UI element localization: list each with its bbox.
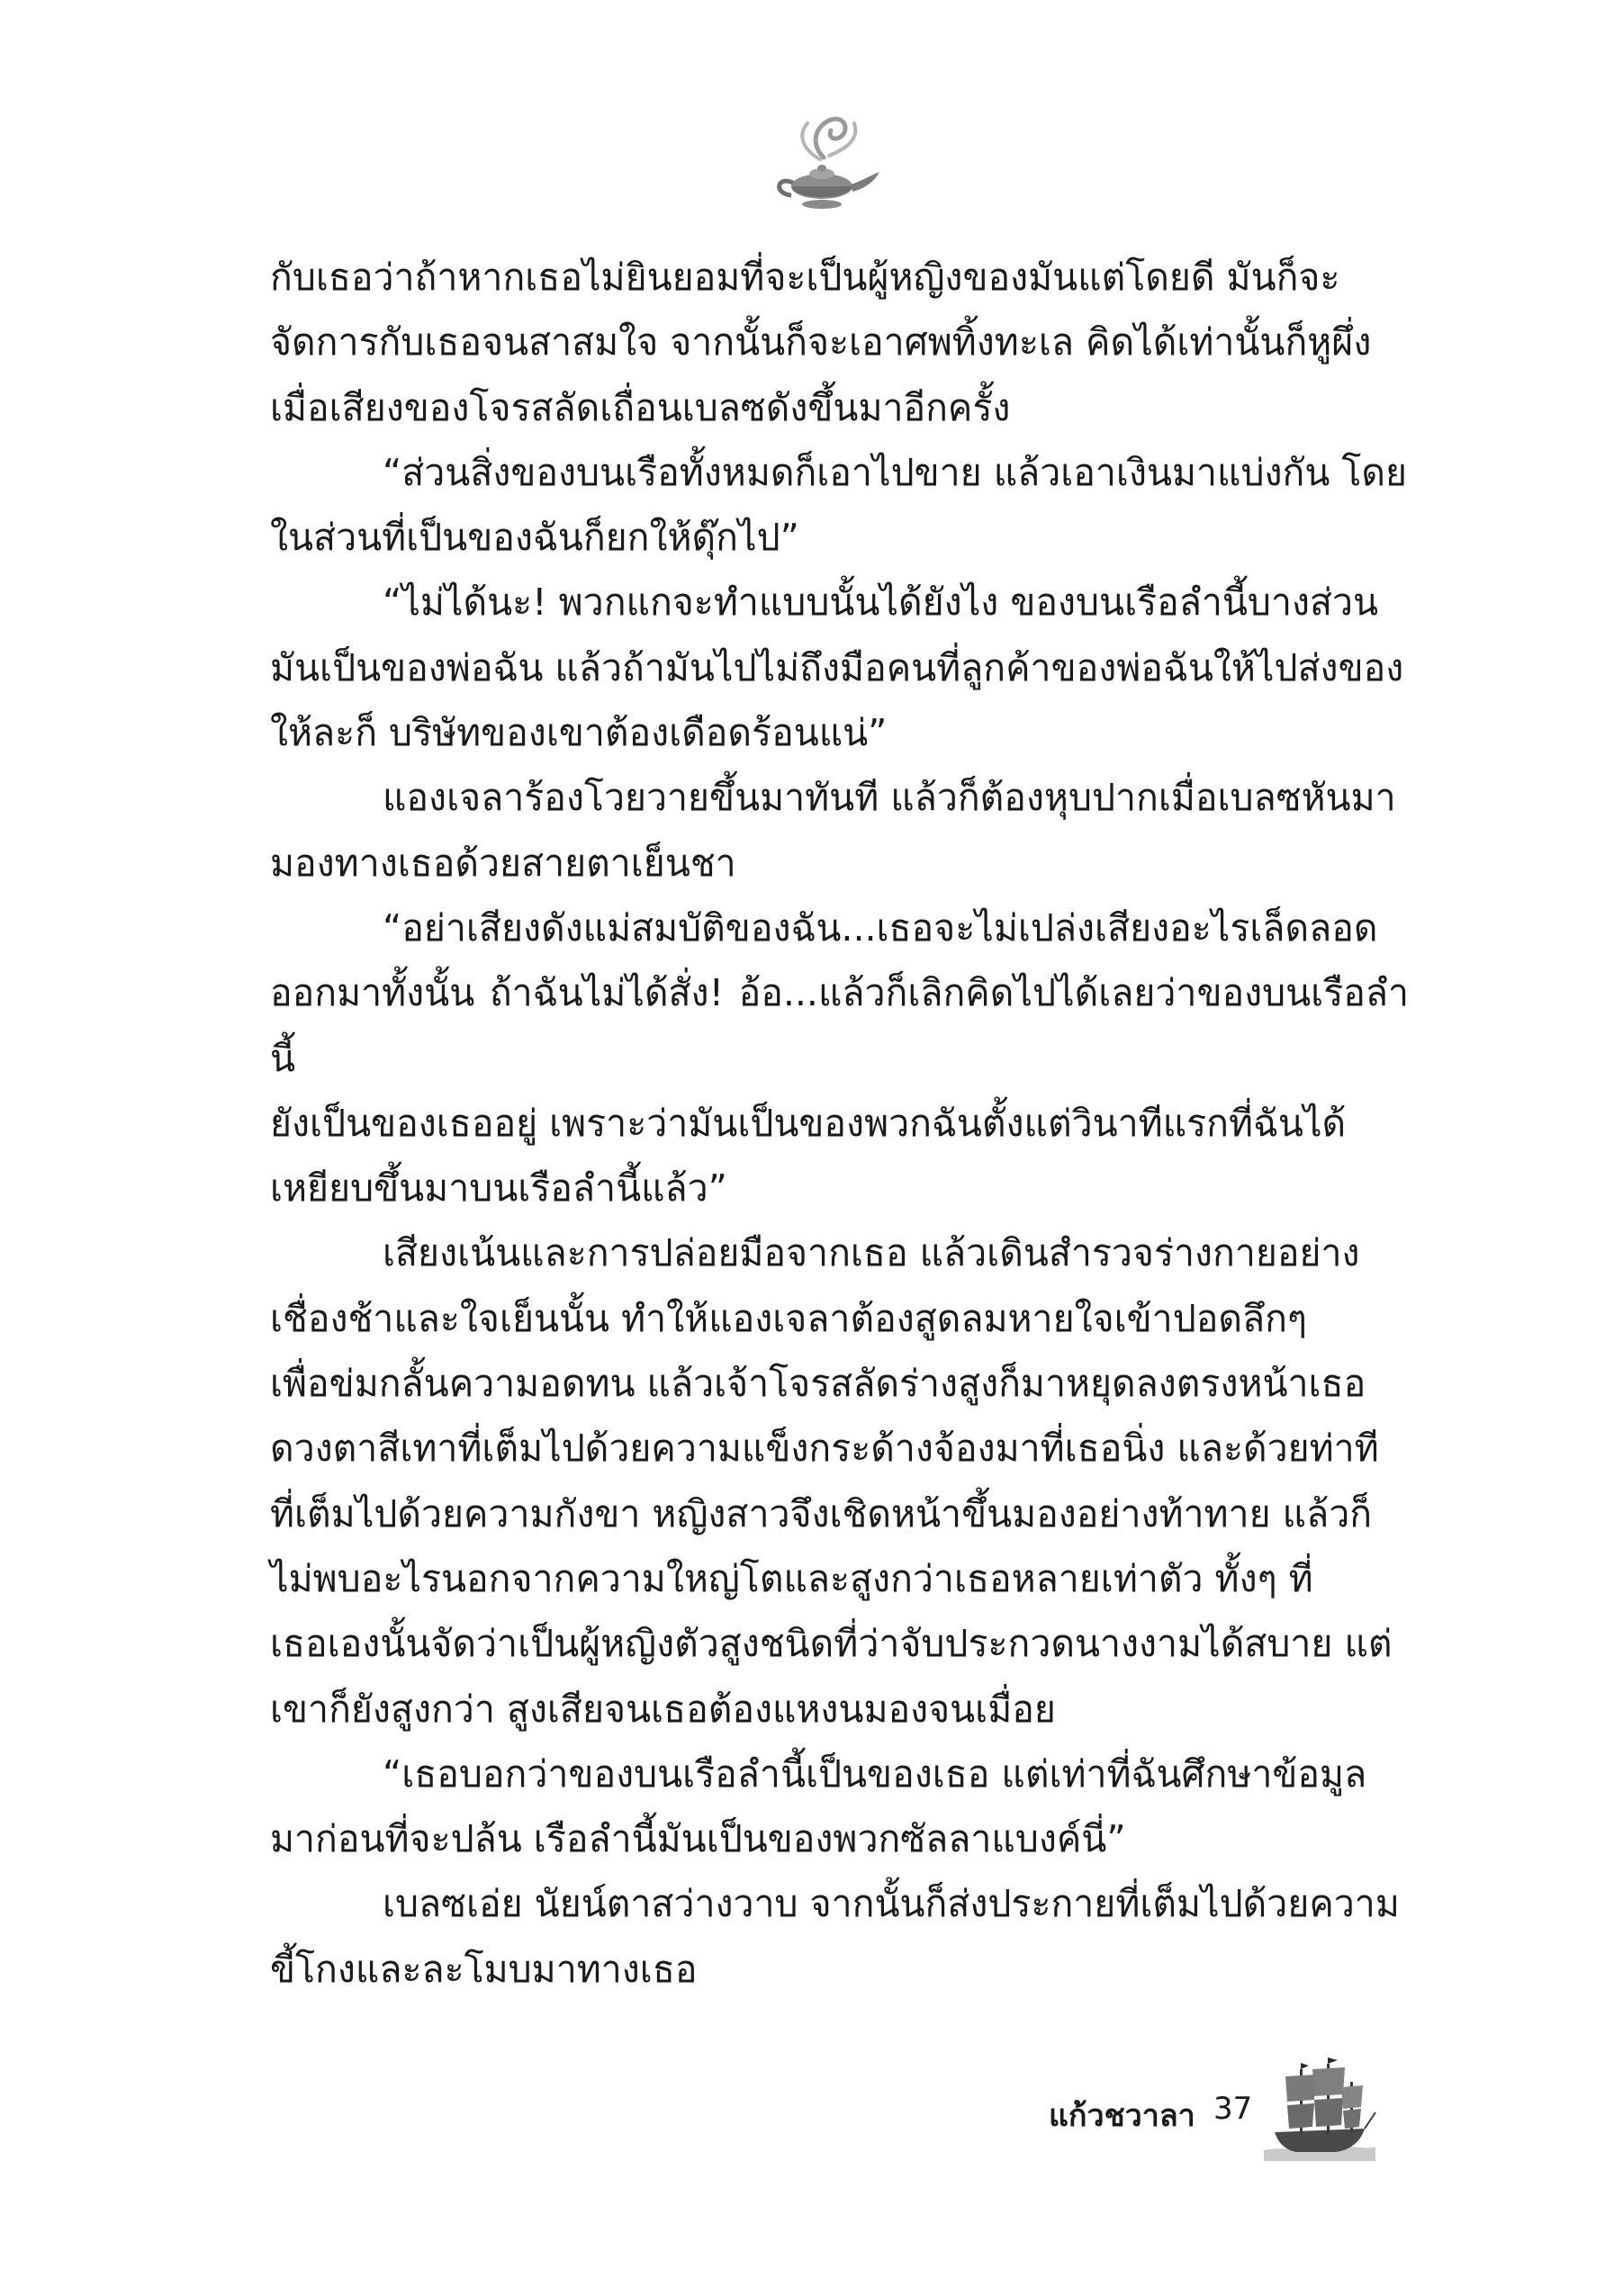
text-line: “ส่วนสิ่งของบนเรือทั้งหมดก็เอาไปขาย แล้วเอาเงินมาแบ่งกัน โดย [383, 450, 1408, 494]
text-line: เสียงเน้นและการปล่อยมือจากเธอ แล้วเดินสำรวจร่างกายอย่าง [383, 1231, 1360, 1275]
text-line: เธอเองนั้นจัดว่าเป็นผู้หญิงตัวสูงชนิดที่ว่าจับประกวดนางงามได้สบาย แต่ [270, 1622, 1393, 1666]
text-line: “เธอบอกว่าของบนเรือลำนี้เป็นของเธอ แต่เท่าที่ฉันศึกษาข้อมูล [383, 1751, 1367, 1796]
text-line: ออกมาทั้งนั้น ถ้าฉันไม่ได้สั่ง! อ้อ...แล้วก็เลิกคิดไปได้เลยว่าของบนเรือลำนี้ [270, 971, 1409, 1080]
paragraph [270, 1871, 1409, 2002]
text-line: ที่เต็มไปด้วยความกังขา หญิงสาวจึงเชิดหน้าขึ้นมองอย่างท้าทาย แล้วก็ [270, 1491, 1373, 1535]
book-title: แก้วชวาลา [1049, 2098, 1195, 2134]
text-line: เชื่องช้าและใจเย็นนั้น ทำให้แองเจลาต้องสูดลมหายใจเข้าปอดลึกๆ [270, 1296, 1307, 1340]
text-line: ขี้โกงและละโมบมาทางเธอ [270, 1947, 698, 1991]
text-line: เพื่อข่มกลั้นความอดทน แล้วเจ้าโจรสลัดร่างสูงก็มาหยุดลงตรงหน้าเธอ [270, 1362, 1366, 1406]
text-line: เมื่อเสียงของโจรสลัดเถื่อนเบลซดังขึ้นมาอีกครั้ง [270, 385, 1011, 429]
text-line: ให้ละก็ บริษัทของเขาต้องเดือดร้อนแน่” [270, 711, 888, 755]
text-line: เหยียบขึ้นมาบนเรือลำนี้แล้ว” [270, 1166, 727, 1211]
paragraph [270, 1220, 1409, 1741]
text-line: มาก่อนที่จะปล้น เรือลำนี้มันเป็นของพวกซัลลาแบงค์นี่” [270, 1817, 1126, 1861]
text-line: ในส่วนที่เป็นของฉันก็ยกให้ดุ๊กไป” [270, 516, 799, 560]
text-line: แองเจลาร้องโวยวายขึ้นมาทันที แล้วก็ต้องหุบปากเมื่อเบลซหันมา [383, 776, 1396, 820]
text-line: “ไม่ได้นะ! พวกแกจะทำแบบนั้นได้ยังไง ของบนเรือลำนี้บางส่วน [383, 581, 1379, 625]
text-line: ยังเป็นของเธออยู่ เพราะว่ามันเป็นของพวกฉันตั้งแต่วินาทีแรกที่ฉันได้ [270, 1101, 1347, 1145]
text-line: ไม่พบอะไรนอกจากความใหญ่โตและสูงกว่าเธอหลายเท่าตัว ทั้งๆ ที่ [270, 1556, 1313, 1600]
text-line: เบลซเอ่ย นัยน์ตาสว่างวาบ จากนั้นก็ส่งประกายที่เต็มไปด้วยความ [383, 1882, 1400, 1926]
text-line: “อย่าเสียงดังแม่สมบัติของฉัน...เธอจะไม่เปล่งเสียงอะไรเล็ดลอด [383, 905, 1378, 950]
paragraph [270, 1742, 1409, 1872]
text-line: จัดการกับเธอจนสาสมใจ จากนั้นก็จะเอาศพทิ้งทะเล คิดได้เท่านั้นก็หูผึ่ง [270, 320, 1372, 365]
paragraph [270, 765, 1409, 896]
paragraph [270, 896, 1409, 1220]
text-line: กับเธอว่าถ้าหากเธอไม่ยินยอมที่จะเป็นผู้หญิงของมันแต่โดยดี มันก็จะ [270, 256, 1340, 299]
paragraph [270, 570, 1409, 765]
text-line: มันเป็นของพ่อฉัน แล้วถ้ามันไปไม่ถึงมือคนที่ลูกค้าของพ่อฉันให้ไปส่งของ [270, 645, 1404, 689]
magic-lamp-icon [761, 104, 887, 230]
paragraph [270, 440, 1409, 571]
text-line: เขาก็ยังสูงกว่า สูงเสียจนเธอต้องแหงนมองจนเมื่อย [270, 1687, 1056, 1731]
text-line: ดวงตาสีเทาที่เต็มไปด้วยความแข็งกระด้างจ้องมาที่เธอนิ่ง และด้วยท่าที [270, 1427, 1379, 1471]
text-line: มองทางเธอด้วยสายตาเย็นชา [270, 841, 736, 885]
pirate-ship-icon [1260, 2057, 1377, 2165]
paragraph [270, 245, 1409, 440]
page-number: 37 [1213, 2091, 1253, 2127]
body-text [270, 245, 1409, 2002]
page-footer [990, 2057, 1386, 2165]
